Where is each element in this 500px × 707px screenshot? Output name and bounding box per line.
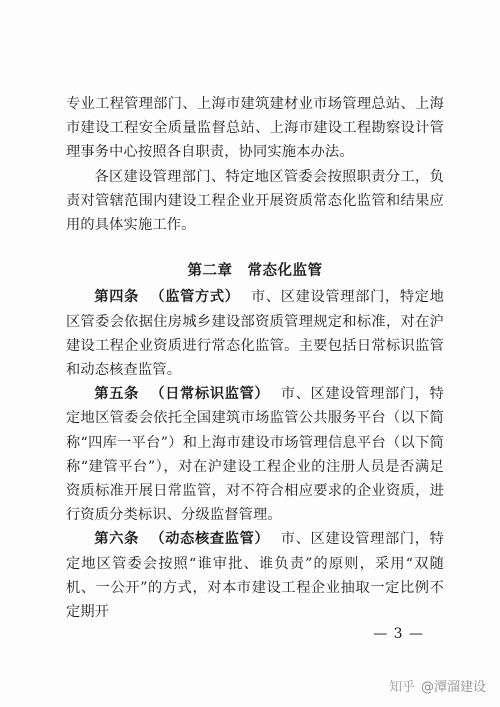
article-body: 市、区建设管理部门，特定地区管委会依托全国建筑市场监管公共服务平台（以下简称“四库一平台”）和上海市建设市场管理信息平台（以下简称“建管平台”），对在沪建设工程企业的注册人员是否满足资质标准开展日常监管，对不符合相应要求的企业资质，进行资质分类标识、分级监督管理。 (66, 386, 444, 524)
paragraph-2: 各区建设管理部门、特定地区管委会按照职责分工，负责对管辖范围内建设工程企业开展资质常态化监管和结果应用的具体实施工作。 (66, 168, 444, 234)
watermark-author: @潭溜建设 (420, 680, 486, 695)
article-5 (66, 382, 444, 527)
document-body (66, 92, 444, 624)
article-title: （日常标识监管） (150, 386, 270, 403)
article-number: 第四条 (94, 289, 140, 306)
article-6 (66, 527, 444, 624)
article-number: 第六条 (94, 531, 140, 548)
page-number: — 3 — (373, 626, 424, 642)
article-4 (66, 285, 444, 382)
article-body: 市、区建设管理部门，特定地区管委会依据住房城乡建设部资质管理规定和标准，对在沪建设工程企业资质进行常态化监管。主要包括日常标识监管和动态核查监管。 (66, 289, 444, 379)
chapter-title: 第二章 常态化监管 (187, 263, 323, 280)
article-body: 市、区建设管理部门，特定地区管委会按照“谁审批、谁负责”的原则，采用“双随机、一公开”的方式，对本市建设工程企业抽取一定比例不定期开 (66, 531, 444, 621)
article-title: （监管方式） (150, 289, 240, 306)
paragraph-1: 专业工程管理部门、上海市建筑建材业市场管理总站、上海市建设工程安全质量监督总站、上海市建设工程勘察设计管理事务中心按照各自职责，协同实施本办法。 (66, 96, 444, 161)
article-number: 第五条 (94, 386, 140, 403)
watermark (389, 676, 486, 695)
watermark-platform: 知乎 (388, 680, 415, 695)
article-title: （动态核查监管） (150, 531, 270, 548)
